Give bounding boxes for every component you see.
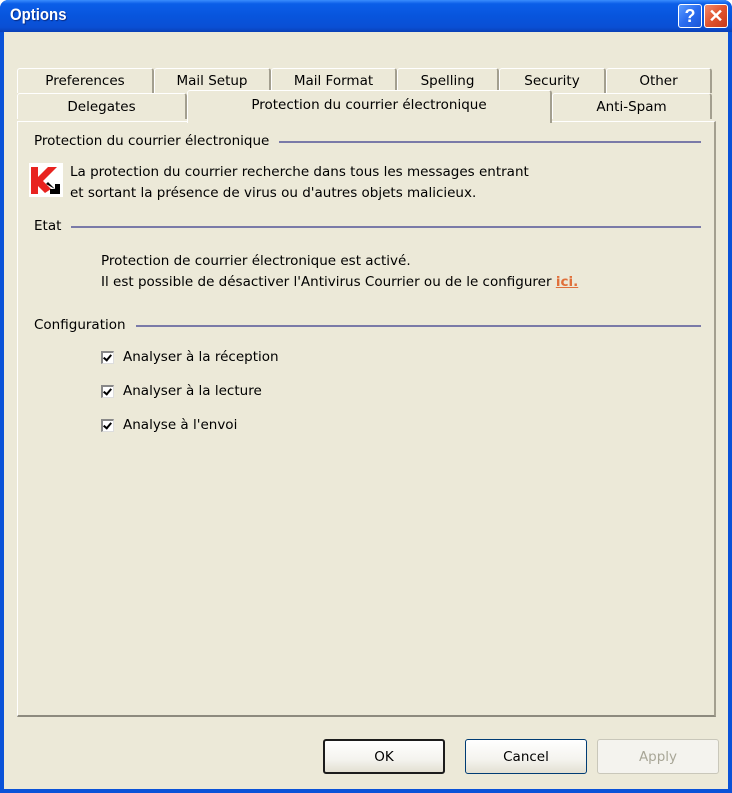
checkbox-lecture[interactable] bbox=[101, 385, 114, 398]
dialog-client-area bbox=[4, 32, 728, 789]
option-analyse-envoi[interactable]: Analyse à l'envoi bbox=[101, 417, 237, 433]
tab-anti-spam[interactable]: Anti-Spam bbox=[552, 93, 712, 119]
tab-preferences[interactable]: Preferences bbox=[17, 68, 154, 93]
close-button[interactable] bbox=[704, 4, 728, 28]
section-divider bbox=[71, 226, 701, 228]
tab-delegates[interactable]: Delegates bbox=[17, 93, 187, 119]
section-divider bbox=[136, 325, 701, 327]
close-icon: ✕ bbox=[708, 5, 724, 26]
section-divider bbox=[279, 141, 701, 143]
configure-link[interactable]: ici. bbox=[555, 274, 579, 290]
tab-panel bbox=[17, 121, 716, 717]
tab-protection-courrier[interactable]: Protection du courrier électronique bbox=[187, 90, 552, 123]
tab-security[interactable]: Security bbox=[499, 68, 606, 93]
section-configuration-header: Configuration bbox=[34, 317, 701, 333]
tab-mail-setup[interactable]: Mail Setup bbox=[154, 68, 271, 93]
section-etat-header: Etat bbox=[34, 218, 701, 234]
checkbox-reception[interactable] bbox=[101, 351, 114, 364]
option-analyse-reception[interactable]: Analyser à la réception bbox=[101, 349, 279, 365]
cancel-button[interactable]: Cancel bbox=[465, 739, 587, 774]
apply-button[interactable]: Apply bbox=[597, 739, 719, 774]
protection-description: La protection du courrier recherche dans tous les messages entrant et sortant la présence de virus ou d'autres objets malicieux. bbox=[70, 164, 529, 201]
etat-description: Protection de courrier électronique est activé. Il est possible de désactiver l'Antivirus Courrier ou de le configurer ici. bbox=[101, 253, 579, 290]
window-title: Options bbox=[10, 5, 67, 24]
title-bar[interactable] bbox=[0, 0, 732, 32]
tab-mail-format[interactable]: Mail Format bbox=[271, 68, 397, 93]
option-analyse-lecture[interactable]: Analyser à la lecture bbox=[101, 383, 262, 399]
checkbox-envoi[interactable] bbox=[101, 419, 114, 432]
tab-other[interactable]: Other bbox=[606, 68, 712, 93]
kaspersky-logo-icon bbox=[29, 163, 63, 197]
ok-button[interactable]: OK bbox=[323, 739, 445, 774]
help-button[interactable] bbox=[678, 4, 702, 28]
help-icon: ? bbox=[684, 5, 696, 26]
tab-spelling[interactable]: Spelling bbox=[397, 68, 499, 93]
section-protection-header: Protection du courrier électronique bbox=[34, 133, 701, 149]
